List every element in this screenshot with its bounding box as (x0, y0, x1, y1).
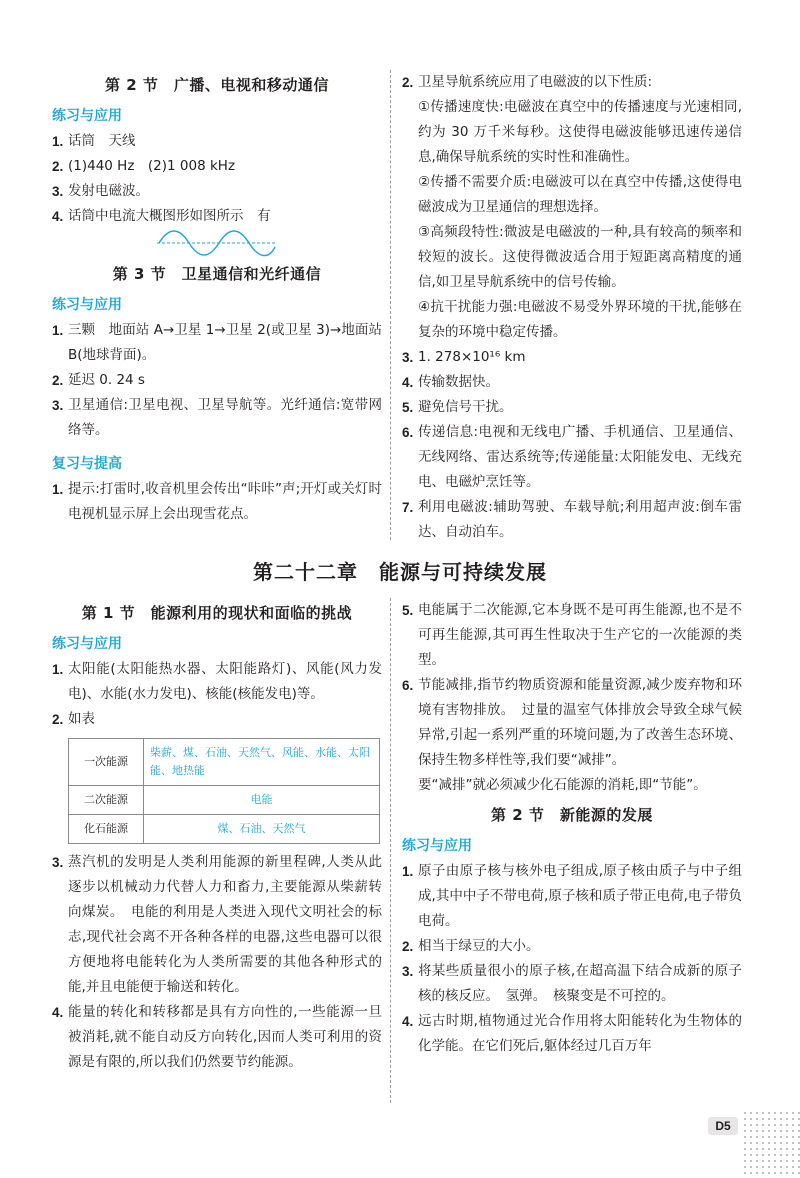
list-item: 1. 原子由原子核与核外电子组成,原子核由质子与中子组成,其中中子不带电荷,原子核和质子带正电荷,电子带负电荷。 (402, 863, 742, 929)
table-row (69, 815, 380, 844)
energy-table (68, 738, 380, 844)
list-item: 3. 将某些质量很小的原子核,在超高温下结合成新的原子核的核反应。 氢弹。 核聚变是不可控的。 (402, 963, 742, 1004)
table-row (69, 739, 380, 786)
list-item: 7. 利用电磁波:辅助驾驶、车载导航;利用超声波:倒车雷达、自动泊车。 (402, 499, 742, 540)
table-cell-value: 电能 (144, 786, 380, 815)
paragraph: ①传播速度快:电磁波在真空中的传播速度与光速相同,约为 30 万千米每秒。这使得电磁波能够迅速传递信息,确保导航系统的实时性和准确性。 (418, 99, 742, 165)
review-heading: 复习与提高 (52, 456, 122, 472)
paragraph: ③高频段特性:微波是电磁波的一种,具有较高的频率和较短的波长。这使得微波适合用于短距离高精度的通信,如卫星导航系统中的信号传输。 (418, 224, 742, 290)
list-item: 3. 1. 278×10¹⁶ km (402, 349, 526, 365)
current-waveform-figure (52, 229, 382, 257)
page-number: D5 (708, 1117, 738, 1135)
list-item: 3. 卫星通信:卫星电视、卫星导航等。光纤通信:宽带网络等。 (52, 397, 382, 438)
decorative-dot-pattern (742, 1110, 800, 1178)
list-item: 5. 避免信号干扰。 (402, 399, 513, 415)
list-item: 2. 如表 (52, 711, 95, 727)
list-item: 1. 话筒 天线 (52, 133, 136, 149)
list-item: 1. 太阳能(太阳能热水器、太阳能路灯)、风能(风力发电)、水能(水力发电)、核能(核能发电)等。 (52, 661, 382, 702)
paragraph: 要“减排”就必须减少化石能源的消耗,即“节能”。 (418, 777, 707, 793)
exercise-heading: 练习与应用 (52, 297, 122, 313)
section-1-title: 第 1 节 能源利用的现状和面临的挑战 (81, 604, 353, 622)
list-item: 4. 话筒中电流大概图形如图所示 有 (52, 208, 271, 224)
section-3-title: 第 3 节 卫星通信和光纤通信 (112, 265, 322, 283)
column-divider (390, 70, 391, 540)
section-2-title: 第 2 节 广播、电视和移动通信 (105, 76, 329, 94)
chapter-title: 第二十二章 能源与可持续发展 (253, 560, 547, 584)
list-item: 2. (1)440 Hz (2)1 008 kHz (52, 158, 236, 174)
top-right-column (402, 70, 742, 545)
list-item: 4. 能量的转化和转移都是具有方向性的,一些能源一旦被消耗,就不能自动反方向转化,因而人类可利用的资源是有限的,所以我们仍然要节约能源。 (52, 1004, 382, 1070)
table-cell-value: 柴薪、煤、石油、天然气、风能、水能、太阳能、地热能 (144, 739, 380, 786)
top-left-column (52, 70, 382, 527)
exercise-heading: 练习与应用 (52, 636, 122, 652)
sine-wave-icon (157, 229, 277, 257)
table-cell-value: 煤、石油、天然气 (144, 815, 380, 844)
bottom-left-column (52, 598, 382, 1075)
list-item: 1. 提示:打雷时,收音机里会传出“咔咔”声;开灯或关灯时电视机显示屏上会出现雪花点。 (52, 481, 382, 522)
section-2-title: 第 2 节 新能源的发展 (491, 806, 653, 824)
table-cell-key: 一次能源 (69, 739, 144, 786)
list-item: 3. 蒸汽机的发明是人类利用能源的新里程碑,人类从此逐步以机械动力代替人力和畜力,主要能源从柴薪转向煤炭。 电能的利用是人类进入现代文明社会的标志,现代社会离不开各种各样的电器,这些电器可以很方便地将电能转化为人类所需要的其他各种形式的能,并且电能便于输送和转化。 (52, 854, 382, 995)
list-item: 6. 节能减排,指节约物质资源和能量资源,减少废弃物和环境有害物排放。 过量的温室气体排放会导致全球气候异常,引起一系列严重的环境问题,为了改善生态环境、保持生物多样性等,我们要“减排”。 (402, 677, 742, 768)
paragraph: ②传播不需要介质:电磁波可以在真空中传播,这使得电磁波成为卫星通信的理想选择。 (418, 174, 742, 215)
table-row (69, 786, 380, 815)
bottom-right-column (402, 598, 742, 1059)
list-item: 4. 远古时期,植物通过光合作用将太阳能转化为生物体的化学能。在它们死后,躯体经过几百万年 (402, 1013, 742, 1054)
table-cell-key: 二次能源 (69, 786, 144, 815)
list-item: 3. 发射电磁波。 (52, 183, 149, 199)
list-item: 6. 传递信息:电视和无线电广播、手机通信、卫星通信、无线网络、雷达系统等;传递能量:太阳能发电、无线充电、电磁炉烹饪等。 (402, 424, 742, 490)
list-item: 2. 延迟 0. 24 s (52, 372, 145, 388)
list-item: 5. 电能属于二次能源,它本身既不是可再生能源,也不是不可再生能源,其可再生性取决于生产它的一次能源的类型。 (402, 602, 742, 668)
list-item: 2. 卫星导航系统应用了电磁波的以下性质: (402, 74, 653, 90)
list-item: 4. 传输数据快。 (402, 374, 499, 390)
table-cell-key: 化石能源 (69, 815, 144, 844)
exercise-heading: 练习与应用 (402, 838, 472, 854)
list-item: 1. 三颗 地面站 A→卫星 1→卫星 2(或卫星 3)→地面站 B(地球背面)。 (52, 322, 382, 363)
exercise-heading: 练习与应用 (52, 108, 122, 124)
list-item: 2. 相当于绿豆的大小。 (402, 938, 540, 954)
column-divider (390, 598, 391, 1103)
paragraph: ④抗干扰能力强:电磁波不易受外界环境的干扰,能够在复杂的环境中稳定传播。 (418, 299, 742, 340)
